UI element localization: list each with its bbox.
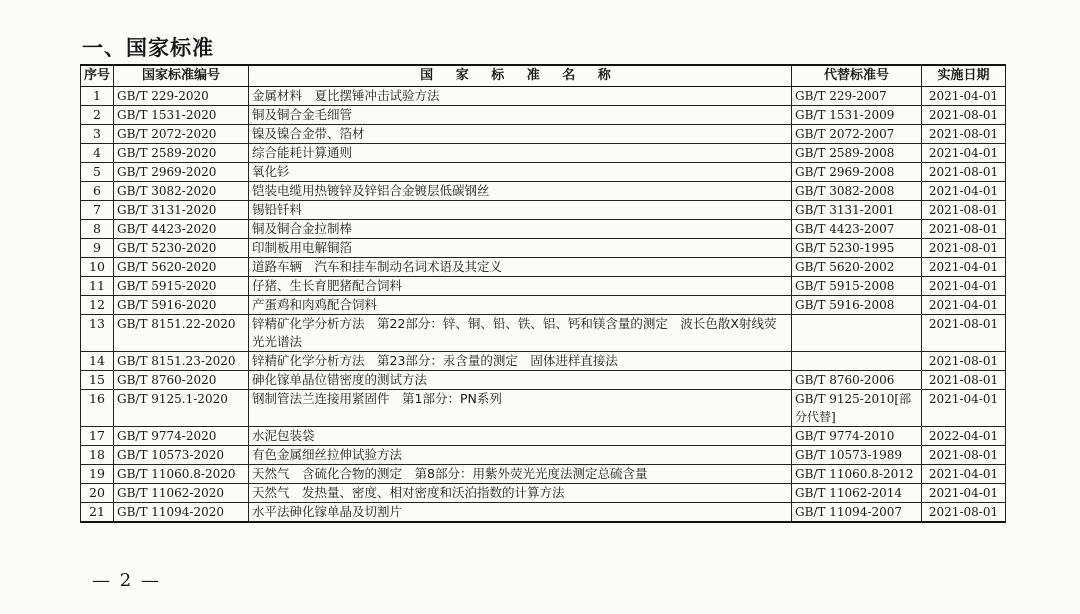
replaced-standard-cell: GB/T 10573-1989 (792, 446, 922, 465)
standard-name-cell: 综合能耗计算通则 (249, 144, 792, 163)
effective-date-cell: 2021-08-01 (922, 315, 1006, 352)
standard-code-cell: GB/T 8760-2020 (114, 371, 249, 390)
effective-date-cell: 2021-04-01 (922, 465, 1006, 484)
table-row (81, 390, 1006, 427)
standard-name-cell: 天然气 含硫化合物的测定 第8部分：用紫外荧光光度法测定总硫含量 (249, 465, 792, 484)
table-body (81, 87, 1006, 523)
serial-no-cell: 12 (81, 296, 114, 315)
header-effective-date: 实施日期 (922, 65, 1006, 87)
serial-no-cell: 19 (81, 465, 114, 484)
replaced-standard-cell: GB/T 5915-2008 (792, 277, 922, 296)
effective-date-cell: 2021-08-01 (922, 163, 1006, 182)
effective-date-cell: 2021-04-01 (922, 87, 1006, 106)
table-row (81, 352, 1006, 371)
replaced-standard-cell (792, 352, 922, 371)
table-row (81, 182, 1006, 201)
effective-date-cell: 2021-08-01 (922, 201, 1006, 220)
standard-name-cell: 印制板用电解铜箔 (249, 239, 792, 258)
serial-no-cell: 14 (81, 352, 114, 371)
standard-name-cell: 铠装电缆用热镀锌及锌铝合金镀层低碳钢丝 (249, 182, 792, 201)
standard-code-cell: GB/T 9774-2020 (114, 427, 249, 446)
serial-no-cell: 5 (81, 163, 114, 182)
replaced-standard-cell: GB/T 1531-2009 (792, 106, 922, 125)
table-header-row (81, 65, 1006, 87)
standard-name-cell: 有色金属细丝拉伸试验方法 (249, 446, 792, 465)
serial-no-cell: 18 (81, 446, 114, 465)
standard-name-cell: 锌精矿化学分析方法 第22部分：锌、铜、铅、铁、铝、钙和镁含量的测定 波长色散X射线荧光光谱法 (249, 315, 792, 352)
table-row (81, 220, 1006, 239)
serial-no-cell: 6 (81, 182, 114, 201)
effective-date-cell: 2021-08-01 (922, 352, 1006, 371)
table-row (81, 239, 1006, 258)
effective-date-cell: 2021-04-01 (922, 296, 1006, 315)
page-number: — 2 — (92, 570, 161, 591)
standard-code-cell: GB/T 5620-2020 (114, 258, 249, 277)
standard-name-cell: 铜及铜合金拉制棒 (249, 220, 792, 239)
standard-code-cell: GB/T 10573-2020 (114, 446, 249, 465)
serial-no-cell: 7 (81, 201, 114, 220)
table-row (81, 484, 1006, 503)
standard-name-cell: 锡铅钎料 (249, 201, 792, 220)
table-row (81, 296, 1006, 315)
standard-name-cell: 水平法砷化镓单晶及切割片 (249, 503, 792, 523)
effective-date-cell: 2021-08-01 (922, 220, 1006, 239)
replaced-standard-cell: GB/T 5620-2002 (792, 258, 922, 277)
replaced-standard-cell: GB/T 11060.8-2012 (792, 465, 922, 484)
serial-no-cell: 21 (81, 503, 114, 523)
effective-date-cell: 2021-08-01 (922, 125, 1006, 144)
serial-no-cell: 8 (81, 220, 114, 239)
table-row (81, 87, 1006, 106)
standard-code-cell: GB/T 3082-2020 (114, 182, 249, 201)
effective-date-cell: 2021-04-01 (922, 390, 1006, 427)
effective-date-cell: 2021-04-01 (922, 258, 1006, 277)
replaced-standard-cell: GB/T 9774-2010 (792, 427, 922, 446)
table-row (81, 125, 1006, 144)
standard-name-cell: 锌精矿化学分析方法 第23部分：汞含量的测定 固体进样直接法 (249, 352, 792, 371)
standard-code-cell: GB/T 1531-2020 (114, 106, 249, 125)
table-row (81, 427, 1006, 446)
replaced-standard-cell: GB/T 4423-2007 (792, 220, 922, 239)
standard-name-cell: 水泥包装袋 (249, 427, 792, 446)
standard-code-cell: GB/T 5915-2020 (114, 277, 249, 296)
table-row (81, 277, 1006, 296)
table-row (81, 106, 1006, 125)
standard-name-cell: 镍及镍合金带、箔材 (249, 125, 792, 144)
standard-name-cell: 金属材料 夏比摆锤冲击试验方法 (249, 87, 792, 106)
serial-no-cell: 17 (81, 427, 114, 446)
standard-code-cell: GB/T 2072-2020 (114, 125, 249, 144)
replaced-standard-cell: GB/T 8760-2006 (792, 371, 922, 390)
effective-date-cell: 2022-04-01 (922, 427, 1006, 446)
standard-name-cell: 铜及铜合金毛细管 (249, 106, 792, 125)
header-standard-code: 国家标准编号 (114, 65, 249, 87)
table-row (81, 315, 1006, 352)
serial-no-cell: 4 (81, 144, 114, 163)
standard-code-cell: GB/T 229-2020 (114, 87, 249, 106)
serial-no-cell: 10 (81, 258, 114, 277)
standard-code-cell: GB/T 8151.23-2020 (114, 352, 249, 371)
header-serial-no: 序号 (81, 65, 114, 87)
replaced-standard-cell: GB/T 2072-2007 (792, 125, 922, 144)
table-row (81, 163, 1006, 182)
effective-date-cell: 2021-08-01 (922, 371, 1006, 390)
effective-date-cell: 2021-04-01 (922, 277, 1006, 296)
table-row (81, 446, 1006, 465)
standard-code-cell: GB/T 11062-2020 (114, 484, 249, 503)
replaced-standard-cell: GB/T 5230-1995 (792, 239, 922, 258)
table-row (81, 201, 1006, 220)
table-row (81, 503, 1006, 523)
standard-code-cell: GB/T 8151.22-2020 (114, 315, 249, 352)
header-standard-name: 国 家 标 准 名 称 (249, 65, 792, 87)
effective-date-cell: 2021-08-01 (922, 239, 1006, 258)
replaced-standard-cell: GB/T 11062-2014 (792, 484, 922, 503)
effective-date-cell: 2021-04-01 (922, 484, 1006, 503)
replaced-standard-cell: GB/T 3082-2008 (792, 182, 922, 201)
replaced-standard-cell: GB/T 229-2007 (792, 87, 922, 106)
serial-no-cell: 11 (81, 277, 114, 296)
replaced-standard-cell: GB/T 3131-2001 (792, 201, 922, 220)
standard-code-cell: GB/T 5230-2020 (114, 239, 249, 258)
table-row (81, 258, 1006, 277)
effective-date-cell: 2021-08-01 (922, 503, 1006, 523)
replaced-standard-cell: GB/T 11094-2007 (792, 503, 922, 523)
standard-name-cell: 天然气 发热量、密度、相对密度和沃泊指数的计算方法 (249, 484, 792, 503)
standard-code-cell: GB/T 11060.8-2020 (114, 465, 249, 484)
standard-code-cell: GB/T 3131-2020 (114, 201, 249, 220)
serial-no-cell: 20 (81, 484, 114, 503)
standard-name-cell: 氧化钐 (249, 163, 792, 182)
header-replaced-standard: 代替标准号 (792, 65, 922, 87)
replaced-standard-cell: GB/T 5916-2008 (792, 296, 922, 315)
table-row (81, 371, 1006, 390)
standard-name-cell: 砷化镓单晶位错密度的测试方法 (249, 371, 792, 390)
standard-name-cell: 产蛋鸡和肉鸡配合饲料 (249, 296, 792, 315)
replaced-standard-cell: GB/T 9125-2010[部分代替] (792, 390, 922, 427)
effective-date-cell: 2021-04-01 (922, 144, 1006, 163)
serial-no-cell: 3 (81, 125, 114, 144)
serial-no-cell: 13 (81, 315, 114, 352)
serial-no-cell: 1 (81, 87, 114, 106)
serial-no-cell: 15 (81, 371, 114, 390)
standard-code-cell: GB/T 4423-2020 (114, 220, 249, 239)
standard-name-cell: 道路车辆 汽车和挂车制动名词术语及其定义 (249, 258, 792, 277)
table-row (81, 144, 1006, 163)
section-title: 一、国家标准 (82, 36, 214, 60)
effective-date-cell: 2021-08-01 (922, 106, 1006, 125)
standard-name-cell: 仔猪、生长育肥猪配合饲料 (249, 277, 792, 296)
replaced-standard-cell: GB/T 2589-2008 (792, 144, 922, 163)
standard-code-cell: GB/T 2589-2020 (114, 144, 249, 163)
standard-code-cell: GB/T 2969-2020 (114, 163, 249, 182)
table-row (81, 465, 1006, 484)
standard-code-cell: GB/T 11094-2020 (114, 503, 249, 523)
replaced-standard-cell: GB/T 2969-2008 (792, 163, 922, 182)
serial-no-cell: 2 (81, 106, 114, 125)
serial-no-cell: 9 (81, 239, 114, 258)
standard-code-cell: GB/T 9125.1-2020 (114, 390, 249, 427)
effective-date-cell: 2021-04-01 (922, 182, 1006, 201)
replaced-standard-cell (792, 315, 922, 352)
serial-no-cell: 16 (81, 390, 114, 427)
standard-code-cell: GB/T 5916-2020 (114, 296, 249, 315)
standard-name-cell: 钢制管法兰连接用紧固件 第1部分：PN系列 (249, 390, 792, 427)
national-standards-table (80, 64, 1006, 523)
effective-date-cell: 2021-08-01 (922, 446, 1006, 465)
